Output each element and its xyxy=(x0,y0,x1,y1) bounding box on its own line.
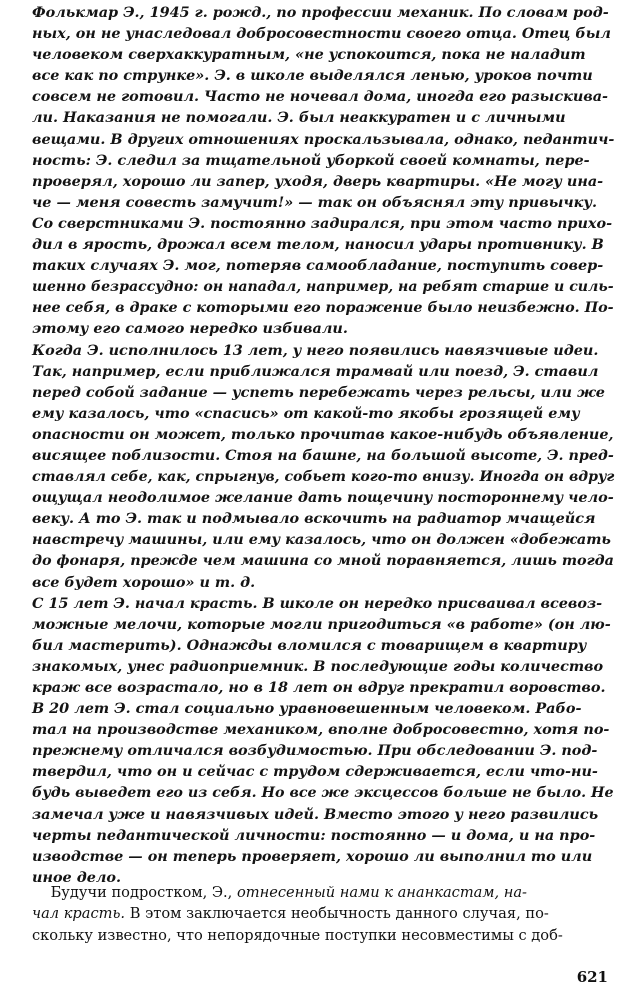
text-line: тал на производстве механиком, вполне добросовестно, хотя по- xyxy=(32,721,610,739)
text-line: навстречу машины, или ему казалось, что он должен «добежать xyxy=(32,531,611,549)
text-line: Со сверстниками Э. постоянно задирался, при этом часто прихо- xyxy=(32,214,613,232)
text-line: можные мелочи, которые могли пригодиться «в работе» (он лю- xyxy=(32,615,611,633)
text-line: иное дело. xyxy=(32,868,122,886)
case-history-text xyxy=(32,2,614,888)
text-line: вещами. В других отношениях проскальзывала, однако, педантич- xyxy=(32,130,615,148)
text-line: С 15 лет Э. начал красть. В школе он нередко присваивал всевоз- xyxy=(32,594,603,612)
text-line: ставлял себе, как, спрыгнув, собьет кого-то внизу. Иногда он вдруг xyxy=(32,468,615,486)
text-line: Когда Э. исполнилось 13 лет, у него появились навязчивые идеи. xyxy=(32,341,599,359)
text-line: че — меня совесть замучит!» — так он объяснял эту привычку. xyxy=(32,193,598,211)
text-line: ощущал неодолимое желание дать пощечину постороннему чело- xyxy=(32,489,614,507)
text-line: краж все возрастало, но в 18 лет он вдруг прекратил воровство. xyxy=(32,679,606,696)
text-line: ных, он не унаследовал добросовестности своего отца. Отец был xyxy=(32,25,611,43)
text-line: изводстве — он теперь проверяет, хорошо ли выполнил то или xyxy=(32,847,593,865)
text-line: этому его самого нередко избивали. xyxy=(32,320,348,338)
emphasized-text: чал красть. xyxy=(32,905,126,923)
text-line xyxy=(32,882,614,903)
text-line: В 20 лет Э. стал социально уравновешенным человеком. Рабо- xyxy=(32,700,582,718)
text-line: все как по струнке». Э. в школе выделялся ленью, уроков почти xyxy=(32,67,593,85)
text-line: нее себя, в драке с которыми его поражение было неизбежно. По- xyxy=(32,299,614,317)
text-line: ли. Наказания не помогали. Э. был неаккуратен и с личными xyxy=(32,109,566,127)
body-paragraph xyxy=(32,882,614,946)
text-line: ность: Э. следил за тщательной уборкой своей комнаты, пере- xyxy=(32,151,590,169)
text-line: до фонаря, прежде чем машина со мной поравняется, лишь тогда xyxy=(32,552,614,570)
text-line xyxy=(32,903,614,924)
text-line: перед собой задание — успеть перебежать через рельсы, или же xyxy=(32,383,605,401)
text-line: шенно безрассудно: он нападал, например, на ребят старше и силь- xyxy=(32,278,614,296)
emphasized-text: отнесенный нами к ананкастам, на- xyxy=(236,884,527,901)
text-line: все будет хорошо» и т. д. xyxy=(32,573,256,591)
text-line: прежнему отличался возбудимостью. При обследовании Э. под- xyxy=(32,742,598,760)
text-line: веку. А то Э. так и подмывало вскочить на радиатор мчащейся xyxy=(32,510,596,528)
text-line: проверял, хорошо ли запер, уходя, дверь квартиры. «Не могу ина- xyxy=(32,172,604,190)
text-line: Фолькмар Э., 1945 г. рожд., по профессии механик. По словам род- xyxy=(32,4,609,21)
text-line: опасности он может, только прочитав какое-нибудь объявление, xyxy=(32,425,614,443)
text-line: таких случаях Э. мог, потеряв самообладание, поступить совер- xyxy=(32,257,604,275)
text-line: знакомых, унес радиоприемник. В последующие годы количество xyxy=(32,657,604,675)
text-line: замечал уже и навязчивых идей. Вместо этого у него развились xyxy=(32,805,599,823)
text-line: дил в ярость, дрожал всем телом, наносил удары противнику. В xyxy=(32,236,604,254)
text-line: будь выведет его из себя. Но все же эксцессов больше не было. Не xyxy=(32,784,614,802)
text-line: ему казалось, что «спасись» от какой-то якобы грозящей ему xyxy=(32,404,580,422)
text-line: висящее поблизости. Стоя на башне, на большой высоте, Э. пред- xyxy=(32,446,614,464)
text-run: В этом заключается необычность данного случая, по- xyxy=(125,905,549,923)
page-number: 621 xyxy=(576,968,608,986)
text-line: твердил, что он и сейчас с трудом сдерживается, если что-ни- xyxy=(32,763,598,781)
text-line: скольку известно, что непорядочные поступки несовместимы с доб- xyxy=(32,926,563,944)
text-run: Будучи подростком, Э., xyxy=(50,884,237,901)
text-line: бил мастерить). Однажды вломился с товарищем в квартиру xyxy=(32,636,587,654)
text-line: совсем не готовил. Часто не ночевал дома, иногда его разыскива- xyxy=(32,88,609,106)
text-line: Так, например, если приближался трамвай или поезд, Э. ставил xyxy=(32,362,599,380)
text-line: человеком сверхаккуратным, «не успокоится, пока не наладит xyxy=(32,46,586,64)
text-line: черты педантической личности: постоянно — и дома, и на про- xyxy=(32,826,596,844)
